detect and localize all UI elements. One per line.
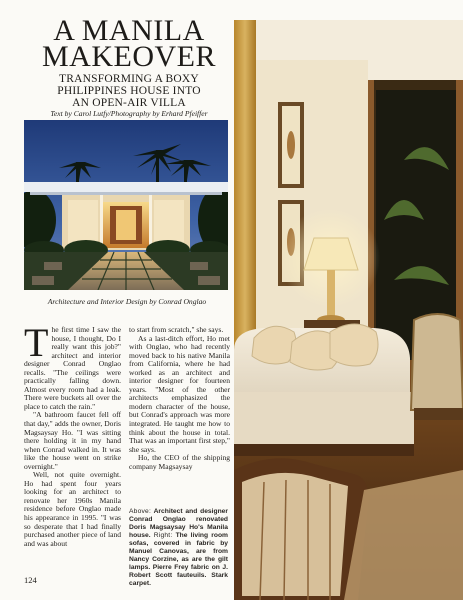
subtitle-line-1: TRANSFORMING A BOXY <box>59 73 199 85</box>
article-title <box>24 14 234 73</box>
title-line-2: MAKEOVER <box>42 40 216 73</box>
subtitle-line-3: AN OPEN-AIR VILLA <box>72 97 186 109</box>
page-number: 124 <box>24 575 37 585</box>
title-line-1: A MANILA <box>53 14 205 47</box>
house-exterior-photo <box>24 120 228 290</box>
body-paragraph: Ho, the CEO of the shipping company Magsaysay <box>129 453 230 471</box>
body-paragraph: "A bathroom faucet fell off that day," adds the owner, Doris Magsaysay Ho. "I was sitting there holding it in my hand when Conrad walked in. It was like the house went on strike overnight." <box>24 410 121 471</box>
body-text: he first time I saw the house, I thought, Do I really want this job?" architect and interior designer Conrad Onglao recalls. "The ceilings were practically falling down. Almost every room had a leak. There were buckets all over the place to catch the rain." <box>24 325 121 411</box>
body-paragraph: Well, not quite overnight. Ho had spent four years looking for an architect to renovate her 1960s Manila residence before Onglao made his appearance in 1995. "I was so desperate that I had finally purchased another piece of land and was about <box>24 470 121 548</box>
caption-lead-above: Above: <box>129 508 152 515</box>
caption-text-right: The living room sofas, covered in fabric by Manuel Canovas, are from Nancy Corzine, as are the gilt lamps. Pierre Frey fabric on J. Robert Scott fauteuils. Stark carpet. <box>129 532 228 587</box>
body-column-1 <box>24 320 121 548</box>
drop-cap: T <box>24 320 49 365</box>
design-credit: Architecture and Interior Design by Conrad Onglao <box>47 297 207 306</box>
body-paragraph: to start from scratch," she says. <box>129 325 224 334</box>
living-room-photo <box>234 20 463 600</box>
photo-caption <box>129 508 228 588</box>
subtitle-line-2: PHILIPPINES HOUSE INTO <box>57 85 201 97</box>
caption-lead-right: Right: <box>153 532 173 539</box>
body-paragraph: As a last-ditch effort, Ho met with Onglao, who had recently moved back to his native Manila from California, where he had worked as an architect and interior designer for fourteen years. "Most of the other architects emphasized the modern character of the house, but Conrad's approach was more integrated. He taught me how to think about the house in total. That was an important first step," she says. <box>129 333 230 454</box>
body-paragraph <box>24 320 121 411</box>
caption-text-above: Architect and designer Conrad Onglao renovated Doris Magsaysay Ho's Manila house. <box>129 508 228 539</box>
byline: Text by Carol Lutfy/Photography by Erhard Pfeiffer <box>50 109 208 118</box>
body-column-2 <box>129 326 230 471</box>
article-subtitle <box>24 73 234 109</box>
